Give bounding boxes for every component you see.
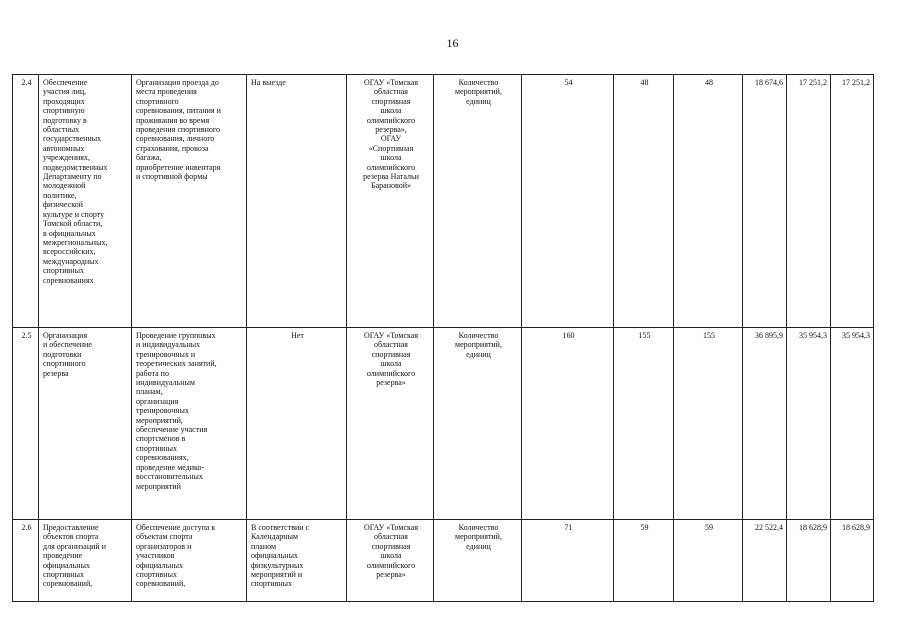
activity-content-cell: Организация проезда до места проведения спортивного соревнования, питания и проживания во время проведения спортивного соревнования, личного страхования, провоза багажа, приобретение инвентаря и спортивной формы — [132, 75, 247, 328]
value-year-1-cell: 160 — [522, 328, 614, 520]
indicator-cell: Количество мероприятий, единиц — [434, 520, 522, 602]
indicator-cell: Количество мероприятий, единиц — [434, 328, 522, 520]
indicator-cell: Количество мероприятий, единиц — [434, 75, 522, 328]
activity-name-cell: Предоставление объектов спорта для организаций и проведение официальных спортивных соревнований, — [39, 520, 132, 602]
funding-year-1-cell: 36 895,9 — [743, 328, 787, 520]
funding-year-3-cell: 17 251,2 — [831, 75, 874, 328]
value-year-1-cell: 71 — [522, 520, 614, 602]
funding-year-2-cell: 17 251,2 — [787, 75, 831, 328]
funding-year-3-cell: 18 628,9 — [831, 520, 874, 602]
executor-cell: ОГАУ «Томская областная спортивная школа олимпийского резерва», ОГАУ «Спортивная школа олимпийского резерва Натальи Барановой» — [347, 75, 434, 328]
activity-content-cell: Обеспечение доступа к объектам спорта организаторов и участников официальных спортивных соревнований, — [132, 520, 247, 602]
activity-content-cell: Проведение групповых и индивидуальных тренировочных и теоретических занятий, работа по индивидуальным планам, организация тренировочных мероприятий, обеспечение участия спортсменов в спортивных соревнованиях, проведение медико- восстановительных мероприятий — [132, 328, 247, 520]
table-row — [13, 75, 874, 328]
value-year-3-cell: 48 — [674, 75, 743, 328]
funding-year-2-cell: 35 954,3 — [787, 328, 831, 520]
activity-name-cell: Организация и обеспечение подготовки спортивного резерва — [39, 328, 132, 520]
conditions-cell: На выезде — [247, 75, 347, 328]
funding-year-2-cell: 18 628,9 — [787, 520, 831, 602]
value-year-1-cell: 54 — [522, 75, 614, 328]
conditions-cell: В соответствии с Календарным планом официальных физкультурных мероприятий и спортивных — [247, 520, 347, 602]
conditions-cell: Нет — [247, 328, 347, 520]
activities-table — [12, 74, 874, 602]
value-year-3-cell: 155 — [674, 328, 743, 520]
row-number-cell: 2.6 — [13, 520, 39, 602]
activity-name-cell: Обеспечение участия лиц, проходящих спортивную подготовку в областных государственных автономных учреждениях, подведомственных Департаменту по молодежной политике, физической культуре и спорту Томской области, в официальных межрегиональных, всероссийских, международных спортивных соревнованиях — [39, 75, 132, 328]
funding-year-3-cell: 35 954,3 — [831, 328, 874, 520]
value-year-3-cell: 59 — [674, 520, 743, 602]
executor-cell: ОГАУ «Томская областная спортивная школа олимпийского резерва» — [347, 328, 434, 520]
row-number-cell: 2.5 — [13, 328, 39, 520]
table-row — [13, 328, 874, 520]
table-row — [13, 520, 874, 602]
row-number-cell: 2.4 — [13, 75, 39, 328]
executor-cell: ОГАУ «Томская областная спортивная школа олимпийского резерва» — [347, 520, 434, 602]
funding-year-1-cell: 22 522,4 — [743, 520, 787, 602]
page-number: 16 — [446, 36, 459, 50]
value-year-2-cell: 155 — [614, 328, 674, 520]
value-year-2-cell: 48 — [614, 75, 674, 328]
value-year-2-cell: 59 — [614, 520, 674, 602]
funding-year-1-cell: 18 674,6 — [743, 75, 787, 328]
